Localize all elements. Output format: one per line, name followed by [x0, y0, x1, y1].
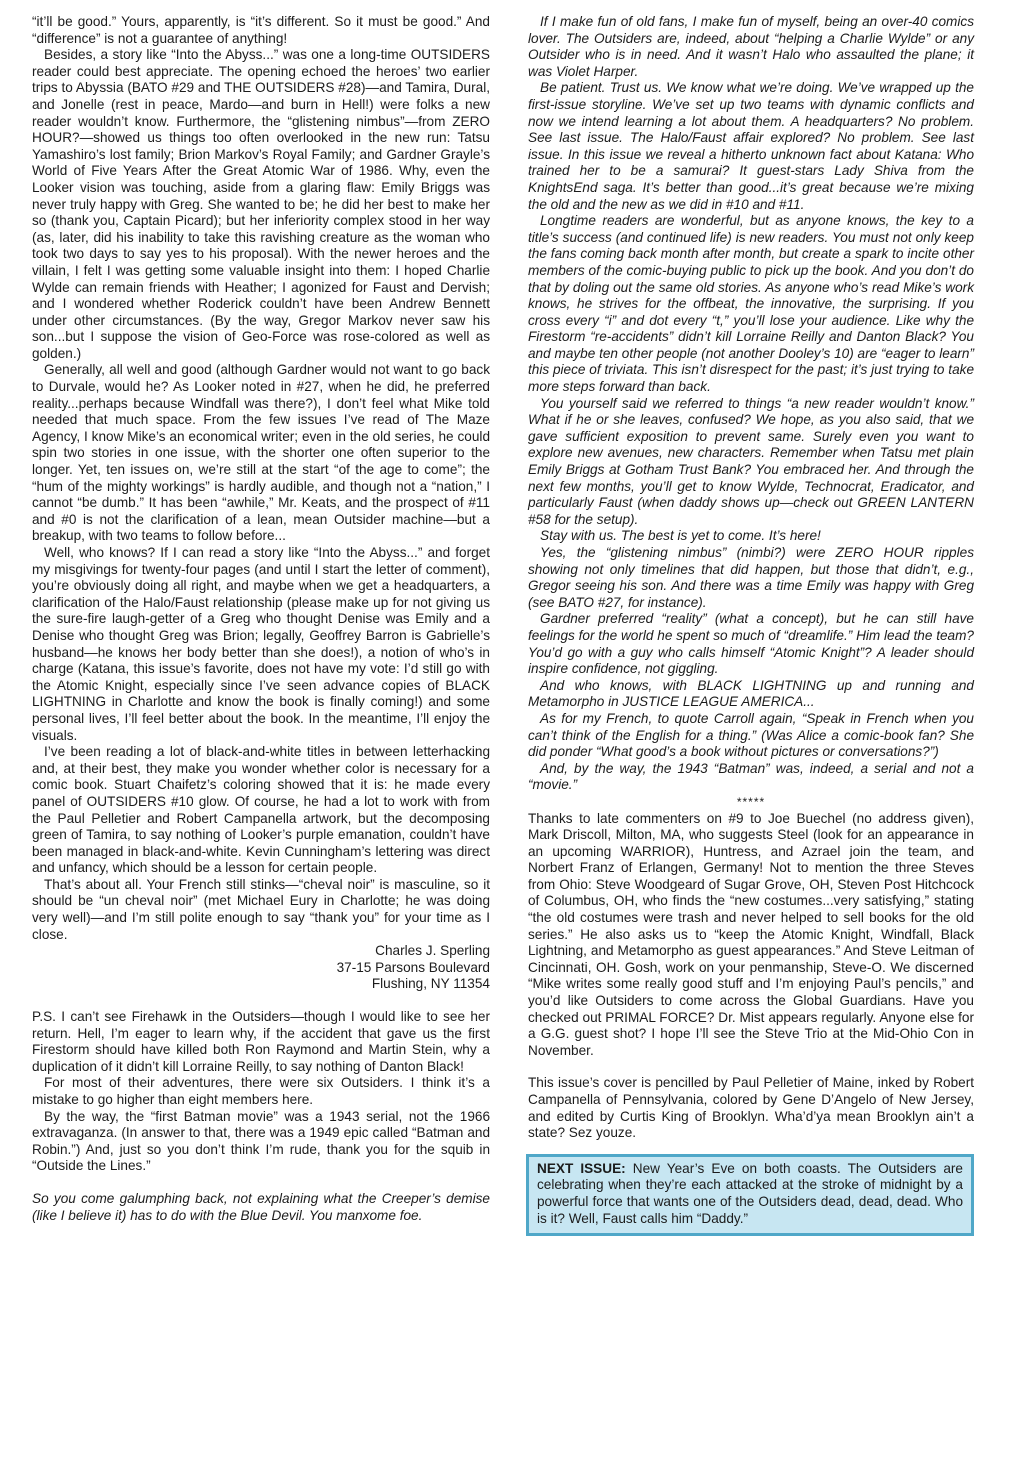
- reply-paragraph: Gardner preferred “reality” (what a concept), but he can still have feelings for the world he spent so much of “dreamlife.” Him lead the team? You’d go with a guy who calls himself “Atomic Knight”? A leader should inspire confidence, not giggling.: [528, 611, 974, 677]
- cover-credits-paragraph: This issue’s cover is pencilled by Paul Pelletier of Maine, inked by Robert Campanella of Pennsylvania, colored by Gene D’Angelo of New Jersey, and edited by Curtis King of Brooklyn. Wha’d’ya mean Brooklyn ain’t a state? Sez youze.: [528, 1075, 974, 1141]
- letter-paragraph: That’s about all. Your French still stinks—“cheval noir” is masculine, so it should be “un cheval noir” (met Michael Eury in Charlotte; he was doing very well)—and I’m still polite enough to say “thank you” for your time as I close.: [32, 876, 490, 942]
- reply-paragraph: And who knows, with BLACK LIGHTNING up and running and Metamorpho in JUSTICE LEAGUE AMERICA...: [528, 677, 974, 710]
- letter-paragraph: “it’ll be good.” Yours, apparently, is “it’s different. So it must be good.” And “difference” is not a guarantee of anything!: [32, 14, 490, 46]
- reply-paragraph: If I make fun of old fans, I make fun of myself, being an over-40 comics lover. The Outsiders are, indeed, about “helping a Charlie Wylde” or any Outsider who is in need. And it wasn’t Halo who assaulted the plane; it was Violet Harper.: [528, 14, 974, 79]
- reply-paragraph: As for my French, to quote Carroll again, “Speak in French when you can’t think of the English for a thing.” (Was Alice a comic-book fan? She did ponder “What good’s a book without pictures or conversations?”): [528, 710, 974, 760]
- editor-reply-intro: So you come galumphing back, not explaining what the Creeper’s demise (like I believe it) has to do with the Blue Devil. You manxome foe.: [32, 1190, 490, 1223]
- postscript-paragraph: By the way, the “first Batman movie” was a 1943 serial, not the 1966 extravaganza. (In answer to that, there was a 1949 epic called “Batman and Robin.”) And, just so you don’t think I’m rude, thank you for the squib in “Outside the Lines.”: [32, 1108, 490, 1174]
- right-column: [528, 14, 974, 1236]
- postscript-paragraph: For most of their adventures, there were six Outsiders. I think it’s a mistake to go higher than eight members here.: [32, 1075, 490, 1107]
- editor-reply: [528, 14, 974, 794]
- next-issue-text: New Year’s Eve on both coasts. The Outsiders are celebrating when they’re each attacked at the stroke of midnight by a powerful force that wants one of the Outsiders dead, dead, dead. Who is it? Well, Faust calls him “Daddy.”: [537, 1160, 963, 1226]
- letter-paragraph: Besides, a story like “Into the Abyss...” was one a long-time OUTSIDERS reader could best appreciate. The opening echoed the heroes’ two earlier trips to Abyssia (BATO #29 and THE OUTSIDERS #28)—and Tamira, Dural, and Jonelle (rest in peace, Mardo—and burn in Hell!) were folks a new reader wouldn’t know. Furthermore, the “glistening nimbus”—from ZERO HOUR?—showed us things too often overlooked in the new run: Tatsu Yamashiro’s lost family; Brion Markov’s Royal Family; and Gardner Grayle’s World of Five Years After the Great Atomic War of 1986. Why, even the Looker vision was touching, aside from a glaring flaw: Emily Briggs was never truly happy with Greg. She wanted to be; he did her best to make her so (thank you, Captain Picard); but her inferiority complex stood in her way (as, later, did his inability to take this ravishing creature as the woman who took two days to say yes to his proposal). With the newer heroes and the villain, I felt I was getting some valuable insight into them: I hoped Charlie Wylde can remain friends with Heather; I agonized for Faust and Dervish; and I wondered whether Roderick couldn’t have been Andrew Bennett under other circumstances. (By the way, Gregor Markov never saw his son...but I suppose the vision of Geo-Force was rose-colored as well as golden.): [32, 47, 490, 361]
- reply-paragraph: Longtime readers are wonderful, but as anyone knows, the key to a title’s success (and continued life) is new readers. You must not only keep the fans coming back month after month, but create a spark to incite other members of the comic-buying public to pick up the book. And you don’t do that by doling out the same old stories. As anyone who’s read Mike’s work knows, he strives for the offbeat, the innovative, the surprising. If you cross every “i” and dot every “t,” you’ll lose your audience. Like why the Firestorm “re-accidents” didn’t kill Lorraine Reilly and Danton Black? You and maybe ten other people (not another Dooley’s 10) are “eager to learn” this piece of triviata. This isn’t disrespect for the past; it’s just trying to take more steps forward than back.: [528, 213, 974, 395]
- thanks-paragraph: Thanks to late commenters on #9 to Joe Buechel (no address given), Mark Driscoll, Milton, MA, who suggests Steel (look for an appearance in an upcoming WARRIOR), Huntress, and Azrael join the team, and Norbert Franz of Erlangen, Germany! Not to mention the three Steves from Ohio: Steve Woodgeard of Sugar Grove, OH, Steven Post Hitchcock of Columbus, OH, who finds the “new costumes...very satisfying,” stating “the old costumes were trash and never helped to sell books for the old series.” He also asks us to “keep the Atomic Knight, Windfall, Black Lightning, and Metamorpho as guest appearances.” And Steve Leitman of Cincinnati, OH. Gosh, work on your penmanship, Steve-O. We discerned “Mike writes some really good stuff and I’m enjoying Paul’s pencils,” and you’d like Outsiders to come across the Global Guardians. Have you checked out PRIMAL FORCE? Dr. Mist appears regularly. Anyone else for a G.G. guest shot? I hope I’ll see the Steve Trio at the Mid-Ohio Con in November.: [528, 810, 974, 1058]
- reply-paragraph: Yes, the “glistening nimbus” (nimbi?) were ZERO HOUR ripples showing not only timelines that did happen, but those that didn’t, e.g., Gregor seeing his son. And there was a time Emily was happy with Greg (see BATO #27, for instance).: [528, 545, 974, 610]
- section-separator: *****: [736, 794, 766, 809]
- reply-paragraph: Stay with us. The best is yet to come. It’s here!: [540, 528, 821, 544]
- reply-paragraph: Be patient. Trust us. We know what we’re doing. We’ve wrapped up the first-issue storyline. We’ve set up two teams with dynamic conflicts and now we intend learning a lot about them. A headquarters? No problem. See last issue. The Halo/Faust affair explored? No problem. See last issue. In this issue we reveal a hitherto unknown fact about Katana: Who trained her to be a samurai? It guest-stars Lady Shiva from the KnightsEnd saga. It’s better than good...it’s great because we’re mixing the old and the new as we did in #10 and #11.: [528, 80, 974, 212]
- letter-paragraph: I’ve been reading a lot of black-and-white titles in between letterhacking and, at their best, they make you wonder whether color is necessary for a comic book. Stuart Chaifetz’s coloring showed that it is: he made every panel of OUTSIDERS #10 glow. Of course, he had a lot to work with from the Paul Pelletier and Robert Campanella artwork, but the decomposing green of Tamira, to say nothing of Looker’s purple emanation, couldn’t have been managed in black-and-white. Kevin Cunningham’s lettering was direct and unfancy, which should be a lesson for certain people.: [32, 744, 490, 876]
- signature-city: Flushing, NY 11354: [371, 976, 490, 992]
- next-issue-box: [526, 1154, 974, 1236]
- signature-block: [32, 943, 490, 993]
- reply-paragraph: You yourself said we referred to things “a new reader wouldn’t know.” What if he or she leaves, confused? We hope, as you also said, that we gave sufficient exposition to prevent same. Surely even you want to explore new avenues, new characters. Remember when Tatsu met plain Emily Briggs at Gotham Trust Bank? You embraced her. And through the next few months, you’ll get to know Wylde, Technocrat, Eradicator, and particularly Faust (when daddy shows up—check out GREEN LANTERN #58 for the setup).: [528, 395, 974, 527]
- left-column: [32, 14, 490, 1224]
- next-issue-label: NEXT ISSUE:: [537, 1160, 626, 1176]
- postscript-paragraph: P.S. I can’t see Firehawk in the Outsiders—though I would like to see her return. Hell, I’m eager to learn why, if the accident that gave us the first Firestorm should have killed both Ron Raymond and Martin Stein, why a duplication of it didn’t kill Lorraine Reilly, to say nothing of Danton Black!: [32, 1009, 490, 1074]
- reply-paragraph: And, by the way, the 1943 “Batman” was, indeed, a serial and not a “movie.”: [528, 760, 974, 793]
- letter-paragraph: Well, who knows? If I can read a story like “Into the Abyss...” and forget my misgivings for twenty-four pages (and until I start the letter of comment), you’re obviously doing all right, and maybe when we get a headquarters, a clarification of the Halo/Faust relationship (please make up for not giving us the sure-fire laugh-getter of a Greg who thought Denise was Emily and a Denise who thought Greg was Brion; legally, Geoffrey Barron is Gabrielle’s husband—he knows her body better than she does!), a notion of who’s in charge (Katana, this issue’s favorite, does not have my vote: I’d still go with the Atomic Knight, especially since I’ve seen advance copies of BLACK LIGHTNING in Charlotte and know the book is finally coming!) and some personal lives, I’ll feel better about the book. In the meantime, I’ll enjoy the visuals.: [32, 545, 490, 743]
- letter-paragraph: Generally, all well and good (although Gardner would not want to go back to Durvale, would he? As Looker noted in #27, when he did, he preferred reality...perhaps because Windfall was there?), I don’t feel what Mike told needed that much space. From the few issues I’ve read of The Maze Agency, I know Mike’s an economical writer; even in the old series, he could spin two stories in one issue, with the shorter one often superior to the longer. Yet, ten issues on, we’re still at the start “of the age to come”; the “hum of the mighty workings” is hardly audible, and though not a “nation,” I cannot “be dumb.” It has been “awhile,” Mr. Keats, and the prospect of #11 and #0 is not the clarification of a lean, mean Outsider machine—but a breakup, with two teams to follow before...: [32, 362, 490, 544]
- signature-street: 37-15 Parsons Boulevard: [336, 959, 490, 975]
- signature-name: Charles J. Sperling: [375, 943, 490, 959]
